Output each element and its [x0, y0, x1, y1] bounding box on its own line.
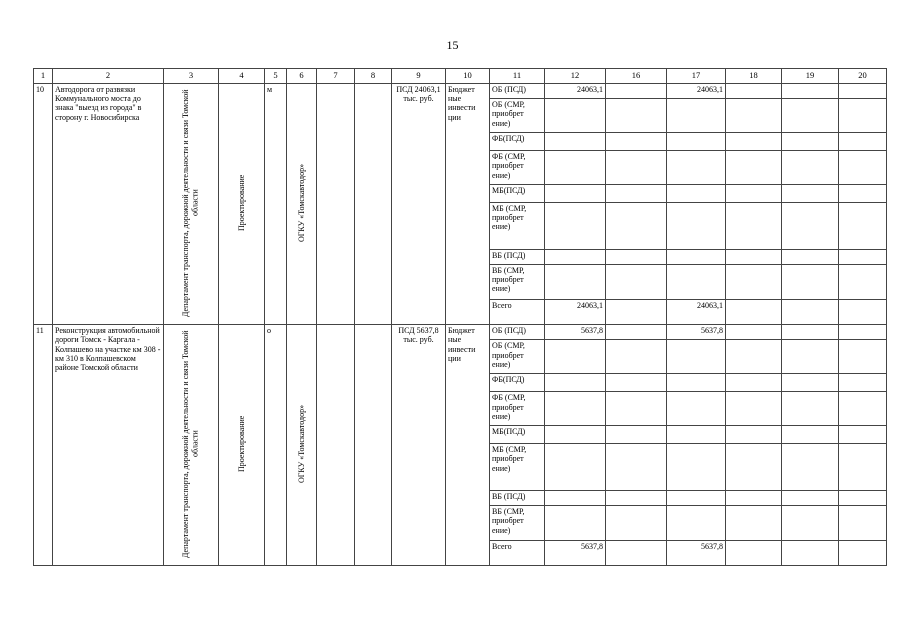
value-col17 [667, 249, 726, 264]
value-col20 [839, 203, 887, 250]
page-number: 15 [446, 38, 459, 52]
value-col18 [726, 99, 782, 133]
value-col17 [667, 265, 726, 300]
value-col12 [545, 491, 606, 506]
object-number: 10 [34, 84, 53, 325]
source-label: Всего [490, 299, 545, 325]
value-col12 [545, 184, 606, 202]
value-col20 [839, 325, 887, 340]
header-cell: 12 [545, 69, 606, 84]
value-col17: 24063,1 [667, 299, 726, 325]
value-col12 [545, 203, 606, 250]
value-col18 [726, 184, 782, 202]
header-cell: 18 [726, 69, 782, 84]
value-col19 [782, 506, 839, 541]
value-col16 [606, 491, 667, 506]
header-cell: 2 [53, 69, 164, 84]
value-col18 [726, 84, 782, 99]
header-cell: 3 [164, 69, 219, 84]
object-mark: м [265, 84, 287, 325]
value-col18 [726, 299, 782, 325]
value-col16 [606, 540, 667, 566]
header-cell: 20 [839, 69, 887, 84]
source-label: МБ(ПСД) [490, 425, 545, 443]
value-col18 [726, 392, 782, 426]
value-col16 [606, 84, 667, 99]
value-col19 [782, 265, 839, 300]
value-col17 [667, 99, 726, 133]
source-label: ВБ (ПСД) [490, 249, 545, 264]
value-col20 [839, 540, 887, 566]
value-col17 [667, 203, 726, 250]
value-col19 [782, 392, 839, 426]
header-cell: 5 [265, 69, 287, 84]
value-col19 [782, 299, 839, 325]
value-col17 [667, 151, 726, 185]
value-col12: 5637,8 [545, 325, 606, 340]
value-col20 [839, 151, 887, 185]
value-col19 [782, 184, 839, 202]
value-col18 [726, 340, 782, 374]
header-cell: 6 [287, 69, 317, 84]
stage-text: Проектирование [236, 174, 246, 232]
value-col12 [545, 151, 606, 185]
value-col16 [606, 506, 667, 541]
value-col17 [667, 491, 726, 506]
value-col20 [839, 184, 887, 202]
value-col12 [545, 444, 606, 491]
source-label: ОБ (ПСД) [490, 325, 545, 340]
source-label: ОБ (СМР, приобрет ение) [490, 340, 545, 374]
value-col20 [839, 265, 887, 300]
value-col20 [839, 340, 887, 374]
value-col19 [782, 151, 839, 185]
customer-text: ОГКУ «Томскавтодор» [296, 405, 306, 484]
department-cell [164, 84, 219, 325]
value-col12 [545, 132, 606, 150]
stage-text: Проектирование [236, 416, 246, 473]
value-col20 [839, 84, 887, 99]
value-col12 [545, 392, 606, 426]
value-col19 [782, 491, 839, 506]
value-col18 [726, 506, 782, 541]
source-label: ФБ (СМР, приобрет ение) [490, 392, 545, 426]
value-col17: 5637,8 [667, 325, 726, 340]
source-label: МБ(ПСД) [490, 184, 545, 202]
value-col20 [839, 444, 887, 491]
source-label: ФБ (СМР, приобрет ение) [490, 151, 545, 185]
header-row [34, 69, 887, 84]
source-label: ВБ (ПСД) [490, 491, 545, 506]
stage-cell [219, 325, 265, 566]
value-col18 [726, 265, 782, 300]
value-col18 [726, 151, 782, 185]
value-col19 [782, 249, 839, 264]
object-row [34, 325, 887, 340]
investment-table [33, 68, 887, 566]
value-col16 [606, 325, 667, 340]
value-col19 [782, 540, 839, 566]
value-col12 [545, 249, 606, 264]
object-mark: о [265, 325, 287, 566]
header-cell: 16 [606, 69, 667, 84]
customer-cell [287, 84, 317, 325]
value-col16 [606, 265, 667, 300]
value-col17 [667, 374, 726, 392]
value-col18 [726, 374, 782, 392]
object-row [34, 84, 887, 99]
header-cell: 1 [34, 69, 53, 84]
header-cell: 9 [392, 69, 446, 84]
value-col20 [839, 132, 887, 150]
object-number: 11 [34, 325, 53, 566]
customer-text: ОГКУ «Томскавтодор» [296, 163, 306, 243]
source-label: Всего [490, 540, 545, 566]
value-col20 [839, 392, 887, 426]
value-col17: 5637,8 [667, 540, 726, 566]
value-col18 [726, 540, 782, 566]
value-col18 [726, 444, 782, 491]
value-col12 [545, 374, 606, 392]
source-label: МБ (СМР, приобрет ение) [490, 444, 545, 491]
value-col16 [606, 392, 667, 426]
value-col19 [782, 374, 839, 392]
customer-cell [287, 325, 317, 566]
value-col16 [606, 249, 667, 264]
value-col16 [606, 203, 667, 250]
value-col18 [726, 203, 782, 250]
object-name: Автодорога от развязки Коммунального моста до знака "выезд из города" в сторону г. Новосибирска [53, 84, 164, 325]
value-col19 [782, 325, 839, 340]
value-col20 [839, 425, 887, 443]
value-col16 [606, 299, 667, 325]
value-col20 [839, 249, 887, 264]
value-col20 [839, 491, 887, 506]
value-col19 [782, 444, 839, 491]
source-label: ФБ(ПСД) [490, 132, 545, 150]
value-col17 [667, 392, 726, 426]
value-col12: 5637,8 [545, 540, 606, 566]
value-col12 [545, 99, 606, 133]
header-cell: 11 [490, 69, 545, 84]
value-col12 [545, 265, 606, 300]
col7-cell [317, 325, 355, 566]
value-col19 [782, 340, 839, 374]
source-label: МБ (СМР, приобрет ение) [490, 203, 545, 250]
header-cell: 4 [219, 69, 265, 84]
value-col16 [606, 184, 667, 202]
capacity-cell: ПСД 5637,8 тыс. руб. [392, 325, 446, 566]
col8-cell [355, 84, 392, 325]
source-label: ВБ (СМР, приобрет ение) [490, 265, 545, 300]
value-col20 [839, 99, 887, 133]
value-col17: 24063,1 [667, 84, 726, 99]
value-col19 [782, 132, 839, 150]
value-col12: 24063,1 [545, 84, 606, 99]
value-col19 [782, 203, 839, 250]
header-cell: 8 [355, 69, 392, 84]
value-col16 [606, 425, 667, 443]
value-col17 [667, 184, 726, 202]
department-cell [164, 325, 219, 566]
value-col16 [606, 340, 667, 374]
header-cell: 7 [317, 69, 355, 84]
source-label: ОБ (ПСД) [490, 84, 545, 99]
col8-cell [355, 325, 392, 566]
value-col20 [839, 374, 887, 392]
value-col17 [667, 506, 726, 541]
source-label: ВБ (СМР, приобрет ение) [490, 506, 545, 541]
value-col17 [667, 340, 726, 374]
value-col16 [606, 132, 667, 150]
source-label: ОБ (СМР, приобрет ение) [490, 99, 545, 133]
value-col18 [726, 132, 782, 150]
funding-type-cell: Бюджет ные инвести ции [446, 325, 490, 566]
department-text: Департамент транспорта, дорожной деятельности и связи Томской области [181, 330, 200, 558]
col7-cell [317, 84, 355, 325]
value-col12 [545, 506, 606, 541]
source-label: ФБ(ПСД) [490, 374, 545, 392]
value-col18 [726, 491, 782, 506]
object-name: Реконструкция автомобильной дороги Томск - Каргала - Колпашево на участке км 308 - км 310 в Колпашевском районе Томской области [53, 325, 164, 566]
value-col16 [606, 151, 667, 185]
department-text: Департамент транспорта, дорожной деятельности и связи Томской области [181, 89, 200, 317]
value-col16 [606, 99, 667, 133]
value-col17 [667, 132, 726, 150]
value-col20 [839, 506, 887, 541]
value-col16 [606, 444, 667, 491]
stage-cell [219, 84, 265, 325]
header-cell: 19 [782, 69, 839, 84]
value-col12 [545, 340, 606, 374]
value-col17 [667, 425, 726, 443]
value-col18 [726, 249, 782, 264]
funding-type-cell: Бюджет ные инвести ции [446, 84, 490, 325]
value-col17 [667, 444, 726, 491]
value-col16 [606, 374, 667, 392]
value-col18 [726, 425, 782, 443]
value-col19 [782, 84, 839, 99]
header-cell: 17 [667, 69, 726, 84]
header-cell: 10 [446, 69, 490, 84]
value-col19 [782, 99, 839, 133]
capacity-cell: ПСД 24063,1 тыс. руб. [392, 84, 446, 325]
value-col20 [839, 299, 887, 325]
value-col18 [726, 325, 782, 340]
value-col12 [545, 425, 606, 443]
value-col19 [782, 425, 839, 443]
value-col12: 24063,1 [545, 299, 606, 325]
